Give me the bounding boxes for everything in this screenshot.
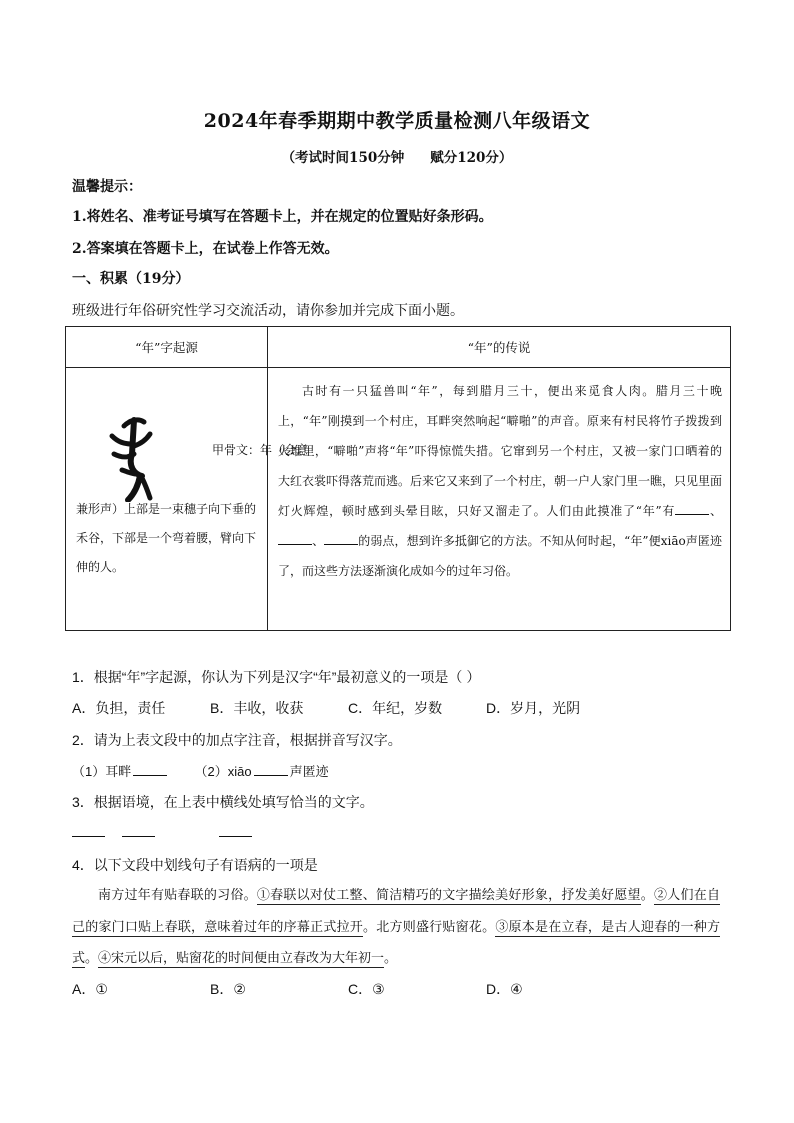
fill-blank-1[interactable] — [675, 502, 709, 515]
legend-sep-1: 、 — [709, 504, 722, 518]
glyph-caption: 甲骨文：年（会意 — [212, 443, 309, 457]
section-intro: 班级进行年俗研究性学习交流活动，请你参加并完成下面小题。 — [72, 302, 464, 318]
question-4: 4．以下文段中划线句子有语病的一项是 — [72, 857, 318, 873]
origin-cell — [66, 368, 309, 631]
q4-option-c[interactable]: C．③ — [348, 981, 385, 997]
origin-description: 兼形声）上部是一束穗子向下垂的禾谷，下部是一个弯着腰，臂向下伸的人。 — [76, 502, 257, 574]
q2-blank-1[interactable] — [133, 761, 167, 776]
q4-sentence-3[interactable]: ③原本是在立春，是古人迎春的一种方式 — [72, 919, 720, 966]
q4-punct-1: 。 — [640, 888, 655, 903]
notice-item-1: 1.将姓名、准考证号填写在答题卡上，并在规定的位置贴好条形码。 — [72, 209, 493, 225]
notice-heading: 温馨提示： — [72, 179, 142, 195]
q2-part-2-tail: 声匿迹 — [289, 764, 329, 779]
exam-score: 赋分120分） — [430, 150, 513, 166]
q4-punct-2: 。北方则盛行贴窗花。 — [363, 919, 496, 935]
q1-option-c[interactable]: C．年纪，岁数 — [348, 700, 443, 716]
fill-blank-2[interactable] — [278, 532, 312, 545]
q1-option-a[interactable]: A．负担，责任 — [72, 700, 166, 716]
question-3: 3．根据语境，在上表中横线处填写恰当的文字。 — [72, 794, 374, 810]
q1-option-d[interactable]: D．岁月，光阴 — [486, 700, 581, 716]
legend-text-part2: 的弱点，想到许多抵御它的方法。不知从何时起，“年”便xiāo声匿迹了，而这些方法逐渐演化成如今的过年习俗。 — [278, 534, 722, 578]
q3-blank-1[interactable] — [72, 826, 105, 837]
legend-cell — [268, 368, 731, 631]
info-table — [65, 326, 731, 631]
legend-text-part1: 古时有一只猛兽叫“年”，每到腊月三十，便出来觅食人肉。腊月三十晚上，“年”刚摸到一个村庄，耳畔突然响起“噼啪”的声音。原来有村民将竹子拨拨到火堆里，“噼啪”声将“年”吓得惊慌失措。它窜到另一个村庄，又被一家门口晒着的大红衣裳吓得落荒而逃。后来它又来到了一个村庄，朝一户人家门里一瞧，只见里面灯火辉煌，顿时感到头晕目眩，只好又溜走了。人们由此摸准了“年”有 — [278, 384, 723, 518]
q4-option-a[interactable]: A．① — [72, 981, 108, 997]
question-2: 2．请为上表文段中的加点字注音，根据拼音写汉字。 — [72, 732, 402, 748]
q4-sentence-2[interactable]: ②人们在自己的家门口贴上春联，意味着过年的序幕正式拉开 — [72, 888, 720, 935]
q4-punct-3: 。 — [85, 951, 99, 966]
table-header-legend: “年”的传说 — [268, 327, 731, 368]
question-2-parts — [72, 761, 329, 780]
exam-time: （考试时间150分钟 — [281, 150, 405, 166]
q4-option-b[interactable]: B．② — [210, 981, 246, 997]
legend-paragraph — [278, 376, 722, 586]
q4-intro: 南方过年有贴春联的习俗。 — [98, 888, 257, 903]
q2-part-2: （2）xiāo — [194, 764, 252, 779]
page-title: 2024年春季期期中教学质量检测八年级语文 — [203, 110, 591, 132]
q4-punct-4: 。 — [384, 951, 398, 966]
notice-item-2: 2.答案填在答题卡上，在试卷上作答无效。 — [72, 241, 339, 257]
q2-part-1: （1）耳畔 — [72, 764, 132, 779]
fill-blank-3[interactable] — [324, 532, 358, 545]
q3-blank-2[interactable] — [122, 826, 155, 837]
question-1: 1．根据“年”字起源，你认为下列是汉字“年”最初意义的一项是（ ） — [72, 669, 481, 685]
origin-text — [76, 466, 261, 582]
q1-option-b[interactable]: B．丰收，收获 — [210, 700, 304, 716]
q4-sentence-4[interactable]: ④宋元以后，贴窗花的时间便由立春改为大年初一 — [98, 951, 385, 966]
q2-blank-2[interactable] — [254, 761, 288, 776]
legend-sep-2: 、 — [312, 534, 325, 548]
exam-subtitle — [0, 146, 794, 166]
section-heading: 一、积累（19分） — [72, 271, 190, 287]
q3-blank-3[interactable] — [219, 826, 252, 837]
q4-passage — [72, 880, 720, 975]
q4-sentence-1[interactable]: ①春联以对仗工整、简洁精巧的文字描绘美好形象，抒发美好愿望 — [256, 888, 641, 903]
q4-option-d[interactable]: D．④ — [486, 981, 523, 997]
table-header-origin: “年”字起源 — [66, 327, 268, 368]
